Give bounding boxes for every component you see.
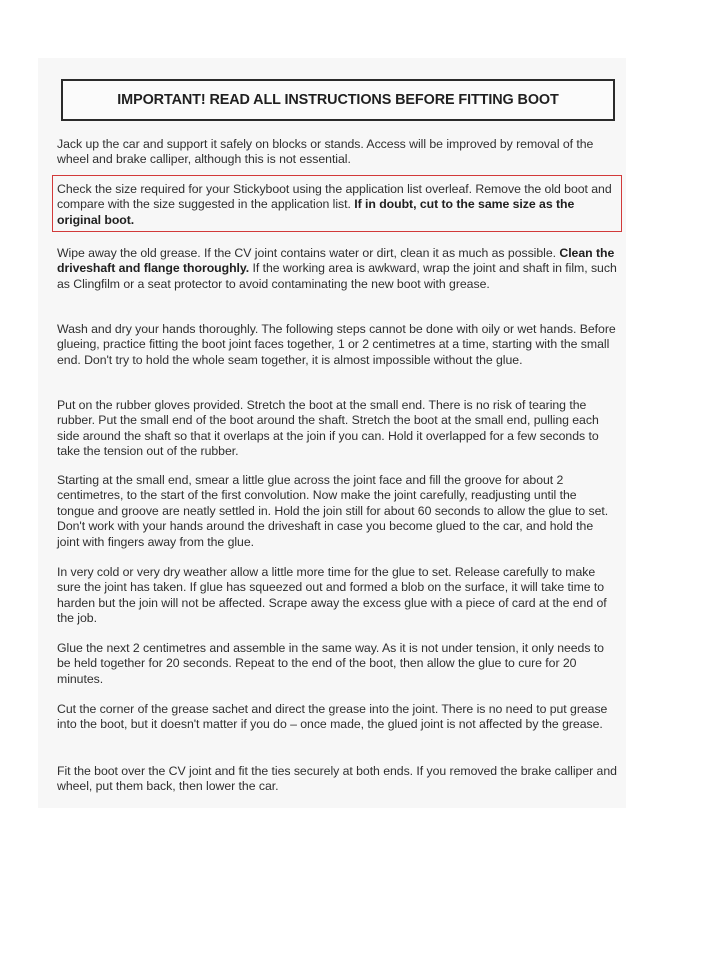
paragraph-glue-start: Starting at the small end, smear a little glue across the joint face and fill the groove for about 2 centimetres, to the start of the first convolution. Now make the joint carefully, readjusting until the tongue and groove are neatly settled in. Hold the join still for about 60 seconds to allow the glue to set. Don't work with your hands around the driveshaft in case you become glued to the car, and hold the joint with fingers away from the glue. [57,473,609,549]
paragraph-clean: Wipe away the old grease. If the CV joint contains water or dirt, clean it as much as possible. Clean the driveshaft and flange thoroughly. If the working area is awkward, wrap the joint and shaft in film, such as Clingfilm or a seat protector to avoid contaminating the new boot with grease. [57,246,617,291]
paragraph-glue-next: Glue the next 2 centimetres and assemble in the same way. As it is not under tension, it only needs to be held together for 20 seconds. Repeat to the end of the boot, then allow the glue to cure for 20 minutes. [57,641,604,686]
paragraph-grease: Cut the corner of the grease sachet and direct the grease into the joint. There is no need to put grease into the boot, but it doesn't matter if you do – once made, the glued joint is not affected by the grease. [57,702,608,732]
page-heading: IMPORTANT! READ ALL INSTRUCTIONS BEFORE FITTING BOOT [117,92,559,108]
paragraph-jack-up: Jack up the car and support it safely on blocks or stands. Access will be improved by removal of the wheel and brake calliper, although this is not essential. [57,137,594,167]
heading-box [61,79,615,121]
paragraph-wash-hands: Wash and dry your hands thoroughly. The following steps cannot be done with oily or wet hands. Before glueing, practice fitting the boot joint faces together, 1 or 2 centimetres at a time, starting with the small end. Don't try to hold the whole seam together, it is almost impossible without the glue. [57,322,616,367]
paragraph-fit-boot: Fit the boot over the CV joint and fit the ties securely at both ends. If you removed the brake calliper and wheel, put them back, then lower the car. [57,764,617,794]
paragraph-gloves: Put on the rubber gloves provided. Stretch the boot at the small end. There is no risk of tearing the rubber. Put the small end of the boot around the shaft. Stretch the boot at the small end, pulling each side around the shaft so that it overlaps at the join if you can. Hold it overlapped for a few seconds to take the tension out of the rubber. [57,398,599,459]
paragraph-check-size: Check the size required for your Stickyboot using the application list overleaf. Remove the old boot and compare with the size suggested in the application list. If in doubt, cut to the same size as the original boot. [57,182,612,227]
paragraph-cold-weather: In very cold or very dry weather allow a little more time for the glue to set. Release carefully to make sure the joint has taken. If glue has squeezed out and formed a blob on the surface, it will take time to harden but the join will not be affected. Scrape away the excess glue with a piece of card at the end of the job. [57,565,607,626]
bold-note: Clean the driveshaft and flange thoroughly. [57,246,615,276]
bold-note: If in doubt, cut to the same size as the original boot. [57,197,575,227]
